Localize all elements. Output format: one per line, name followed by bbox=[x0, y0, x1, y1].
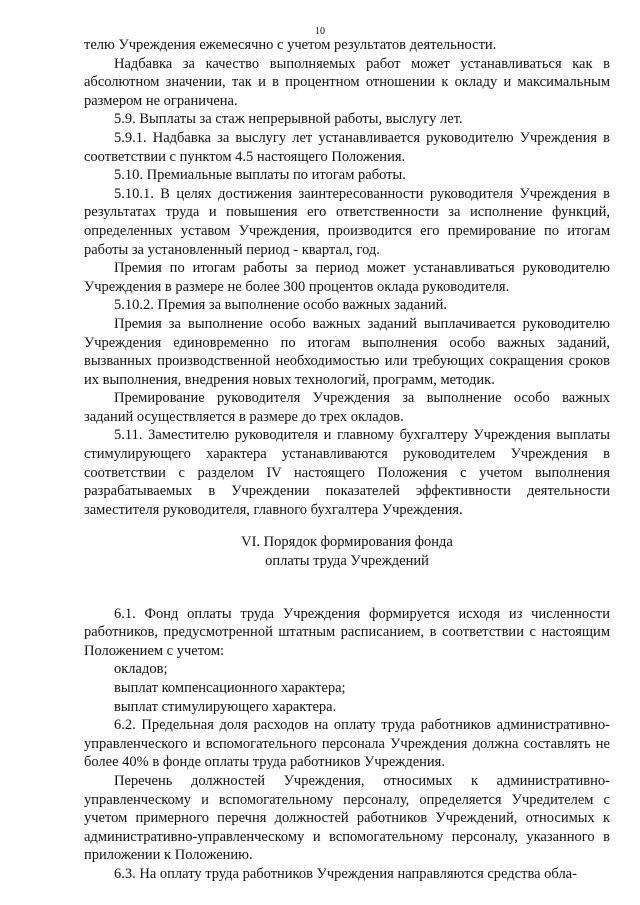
paragraph: 6.1. Фонд оплаты труда Учреждения формируется исходя из численности работников, предусмотренной штатным расписанием, в соответствии с настоящим Положением с учетом: bbox=[84, 605, 610, 659]
paragraph: Премия за выполнение особо важных заданий выплачивается руководителю Учреждения единовременно по итогам выполнения особо важных заданий, вызванных производственной необходимостью или требующих сокращения сроков их выполнения, внедрения новых технологий, программ, методик. bbox=[84, 315, 610, 388]
paragraph: 5.11. Заместителю руководителя и главному бухгалтеру Учреждения выплаты стимулирующего характера устанавливаются руководителем Учреждения в соответствии с разделом IV настоящего Положения с учетом выполнения разрабатываемых в Учреждении показателей эффективности деятельности заместителя руководителя, главного бухгалтера Учреждения. bbox=[84, 427, 610, 518]
paragraph: 5.10.2. Премия за выполнение особо важных заданий. bbox=[114, 297, 448, 314]
page-number: 10 bbox=[315, 26, 325, 37]
paragraph: Перечень должностей Учреждения, относимых к административно-управленческому и вспомогательному персоналу, определяется Учредителем с учетом примерного перечня должностей работников Учреждений, относимых к административно-управленческому и вспомогательному персоналу, указанного в приложении к Положению. bbox=[84, 772, 610, 864]
paragraph: 5.10. Премиальные выплаты по итогам работы. bbox=[114, 167, 406, 184]
paragraph: Премия по итогам работы за период может устанавливаться руководителю Учреждения в размере не более 300 процентов оклада руководителя. bbox=[84, 260, 610, 295]
paragraph: 5.10.1. В целях достижения заинтересованности руководителя Учреждения в результатах труда и повышения его ответственности за исполнение функций, определенных уставом Учреждения, производится его премирование по итогам работы за установленный период - квартал, год. bbox=[84, 185, 610, 258]
list-item: окладов; bbox=[114, 661, 168, 678]
paragraph: 6.2. Предельная доля расходов на оплату труда работников административно-управленческого и вспомогательного персонала Учреждения должна составлять не более 40% в фонде оплаты труда работников Учреждения. bbox=[84, 717, 610, 771]
section-heading bbox=[84, 533, 610, 570]
paragraph: 5.9.1. Надбавка за выслугу лет устанавливается руководителю Учреждения в соответствии с пунктом 4.5 настоящего Положения. bbox=[84, 129, 610, 165]
section-heading-line-1: VI. Порядок формирования фонда bbox=[241, 534, 453, 551]
list-item: выплат компенсационного характера; bbox=[114, 680, 346, 696]
list-item: выплат стимулирующего характера. bbox=[114, 698, 337, 715]
paragraph: Премирование руководителя Учреждения за выполнение особо важных заданий осуществляется в размере до трех окладов. bbox=[84, 390, 610, 425]
document-body bbox=[84, 36, 610, 884]
paragraph: Надбавка за качество выполняемых работ может устанавливаться как в абсолютном значении, так и в процентном отношении к окладу и максимальным размером не ограничена. bbox=[84, 55, 610, 109]
paragraph: 5.9. Выплаты за стаж непрерывной работы, выслугу лет. bbox=[114, 111, 463, 128]
paragraph-continuation: телю Учреждения ежемесячно с учетом результатов деятельности. bbox=[84, 37, 497, 53]
section-heading-line-2: оплаты труда Учреждений bbox=[265, 553, 429, 570]
paragraph: 6.3. На оплату труда работников Учреждения направляются средства обла- bbox=[114, 865, 577, 882]
